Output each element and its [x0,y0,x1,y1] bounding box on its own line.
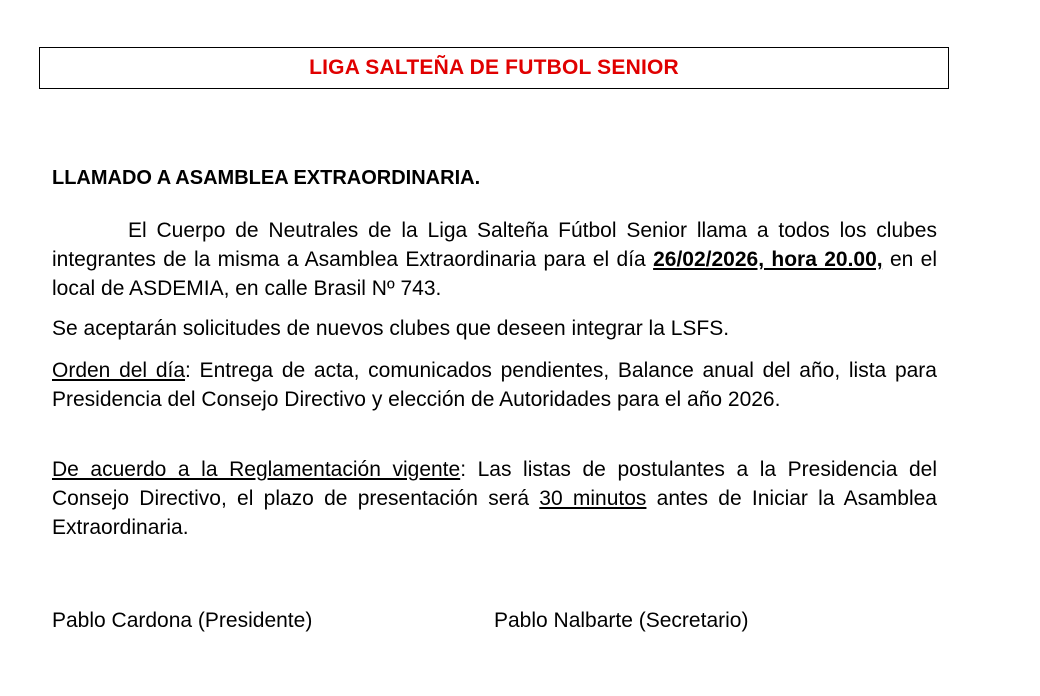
paragraph-new-clubs: Se aceptarán solicitudes de nuevos clubes que deseen integrar la LSFS. [52,317,730,340]
signature-secretary: Pablo Nalbarte (Secretario) [494,609,749,632]
call-intro-text: El Cuerpo de Neutrales de la Liga Salteña Fútbol Senior llama a todos los clubes integrantes de la misma a Asamblea Extraordinaria para el día [52,219,937,271]
agenda-body: : Entrega de acta, comunicados pendientes, Balance anual del año, lista para Presidencia del Consejo Directivo y elección de Autoridades para el año 2026. [52,359,937,411]
paragraph-agenda [52,356,937,414]
regulation-body: : Las listas de postulantes a la Presidencia del Consejo Directivo, el plazo de presentación será [52,458,937,510]
meeting-date-time: 26/02/2026, hora 20.00, [653,248,883,271]
regulation-label: De acuerdo a la Reglamentación vigente [52,458,461,481]
regulation-tail: antes de Iniciar la Asamblea Extraordinaria. [52,487,937,539]
league-title: LIGA SALTEÑA DE FUTBOL SENIOR [309,56,679,79]
paragraph-regulation [52,455,937,542]
agenda-label: Orden del día [52,359,186,382]
meeting-location: en el local de ASDEMIA, en calle Brasil Nº 743. [52,248,938,300]
signature-president: Pablo Cardona (Presidente) [52,609,313,632]
deadline-value: 30 minutos [539,487,647,510]
assembly-heading: LLAMADO A ASAMBLEA EXTRAORDINARIA. [52,167,481,189]
paragraph-call [52,216,937,303]
header-box [39,47,949,89]
